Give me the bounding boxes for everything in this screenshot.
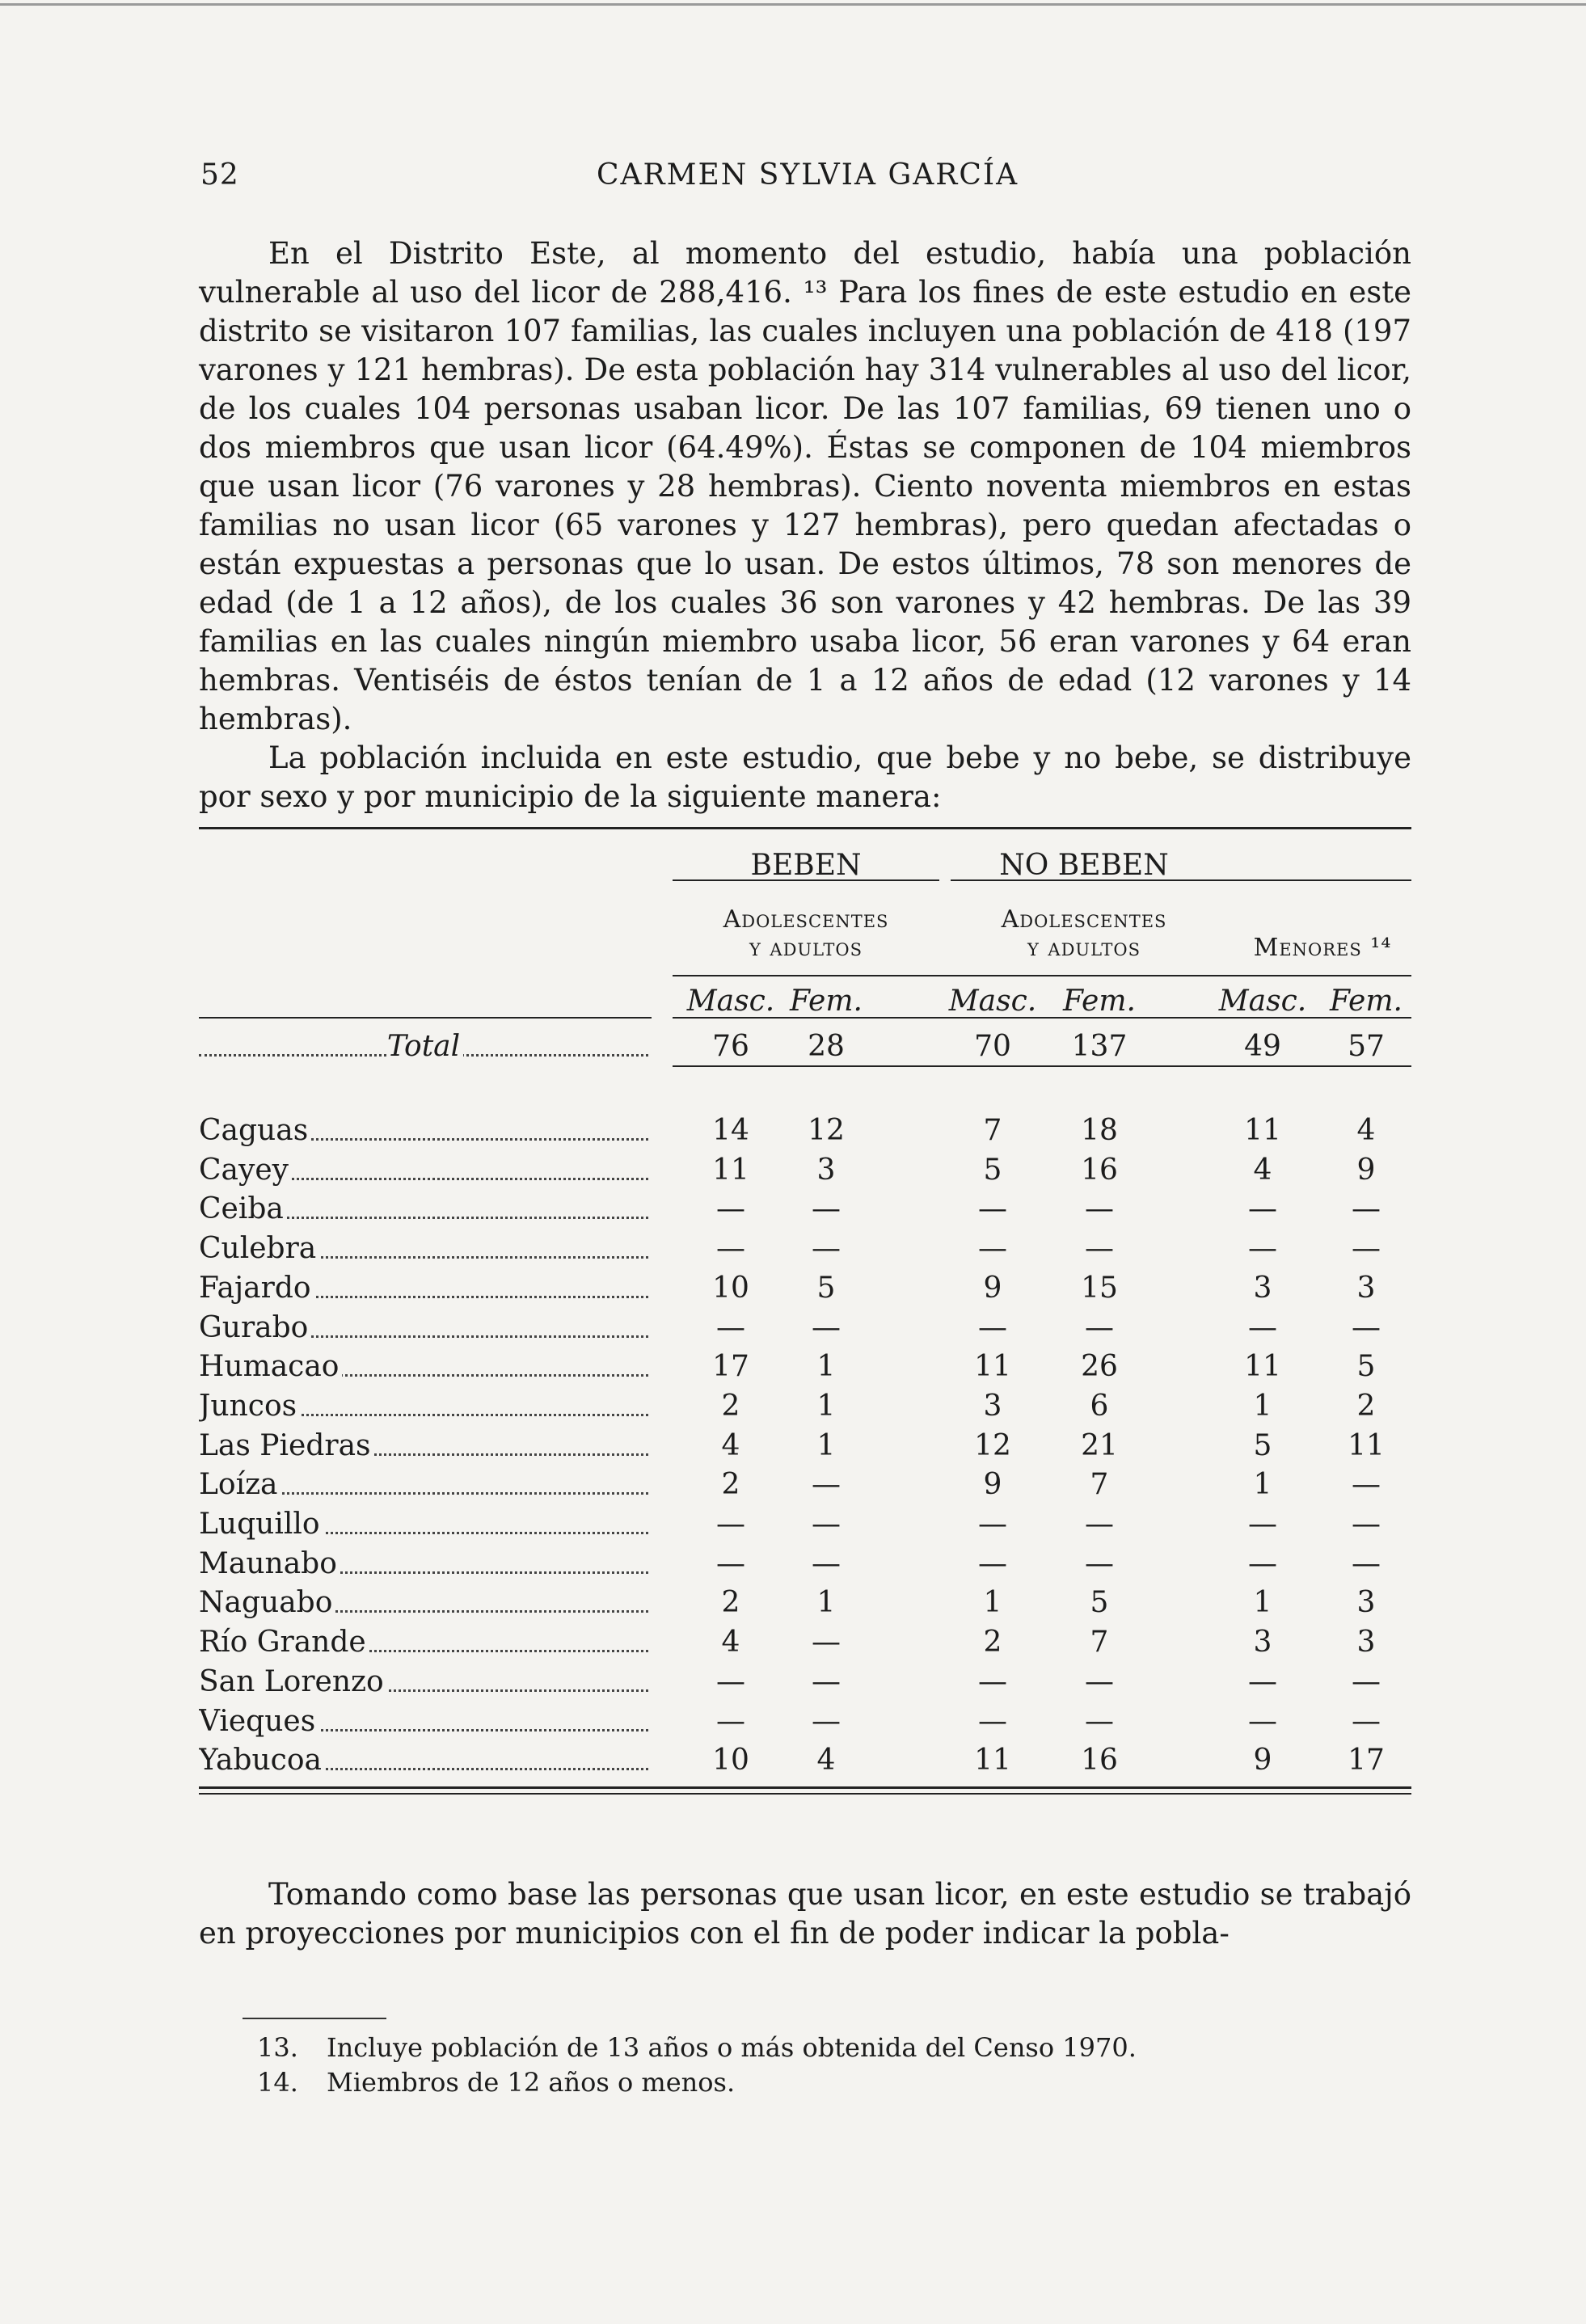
cell: — — [716, 1192, 745, 1226]
cell: 9 — [983, 1468, 1002, 1502]
row-label: Total — [387, 1030, 463, 1063]
col-masc-1: Masc. — [686, 985, 775, 1018]
cell: — — [1352, 1192, 1381, 1226]
cell: 7 — [1090, 1468, 1109, 1502]
cell: — — [1248, 1232, 1277, 1266]
row-label: Humacao — [199, 1350, 342, 1383]
table-row — [199, 1272, 1411, 1310]
cell: 14 — [712, 1114, 749, 1147]
cell: 3 — [983, 1389, 1002, 1423]
cell: 9 — [983, 1271, 1002, 1305]
cell: — — [1248, 1192, 1277, 1226]
cell: 11 — [712, 1153, 749, 1187]
table-row — [199, 1508, 1411, 1546]
cell: 1 — [816, 1350, 836, 1384]
cell: 17 — [1348, 1744, 1385, 1778]
closing-text — [199, 1875, 1411, 1953]
table-top-rule — [199, 827, 1411, 829]
cell: — — [1352, 1664, 1381, 1698]
row-label: Naguabo — [199, 1586, 335, 1619]
table-row — [199, 1154, 1411, 1192]
table-row — [199, 1626, 1411, 1664]
cell: 7 — [1090, 1626, 1109, 1660]
cell: 137 — [1071, 1030, 1128, 1063]
cell: — — [716, 1664, 745, 1698]
col-fem-2: Fem. — [1063, 985, 1136, 1018]
cell: — — [978, 1232, 1007, 1266]
table-row — [199, 1311, 1411, 1350]
table-row — [199, 1705, 1411, 1744]
cell: 3 — [1356, 1626, 1376, 1660]
cell: — — [1085, 1546, 1114, 1580]
cell: — — [812, 1704, 841, 1738]
cell: — — [716, 1508, 745, 1541]
cell: — — [978, 1192, 1007, 1226]
row-label: Luquillo — [199, 1508, 323, 1541]
col-fem-3: Fem. — [1330, 985, 1403, 1018]
cell: 4 — [721, 1626, 740, 1660]
cell: — — [978, 1508, 1007, 1541]
cell: 3 — [1253, 1626, 1272, 1660]
cell: 11 — [974, 1350, 1011, 1384]
cell: 49 — [1244, 1030, 1281, 1063]
cell: — — [1352, 1232, 1381, 1266]
row-label: Yabucoa — [199, 1744, 325, 1777]
cell: — — [978, 1310, 1007, 1344]
cell: 76 — [712, 1030, 749, 1063]
cell: — — [1352, 1310, 1381, 1344]
cell: — — [1248, 1704, 1277, 1738]
cell: 15 — [1081, 1271, 1118, 1305]
cell: 5 — [1090, 1586, 1109, 1620]
cell: — — [978, 1664, 1007, 1698]
population-table — [199, 825, 1411, 1799]
cell: — — [1248, 1310, 1277, 1344]
table-row — [199, 1468, 1411, 1507]
cell: — — [1085, 1704, 1114, 1738]
cell: 1 — [816, 1428, 836, 1462]
cell: — — [1085, 1664, 1114, 1698]
cell: 11 — [1244, 1350, 1281, 1384]
cell: — — [1085, 1232, 1114, 1266]
cell: — — [1248, 1508, 1277, 1541]
cell: 3 — [1356, 1271, 1376, 1305]
header-adolescentes-no-beben: Adolescentes — [1001, 905, 1167, 934]
cell: 11 — [1244, 1114, 1281, 1147]
footnote-rule — [243, 2018, 386, 2019]
subheader-rule — [673, 975, 1411, 976]
table-row — [199, 1350, 1411, 1389]
cell: — — [812, 1626, 841, 1660]
cell: 4 — [816, 1744, 836, 1778]
row-label: San Lorenzo — [199, 1665, 387, 1698]
cell: — — [716, 1310, 745, 1344]
cell: 21 — [1081, 1428, 1118, 1462]
colheader-rule — [199, 1017, 652, 1019]
cell: 3 — [816, 1153, 836, 1187]
table-row — [199, 1665, 1411, 1704]
col-masc-3: Masc. — [1218, 985, 1307, 1018]
table-row — [199, 1586, 1411, 1625]
cell: 5 — [816, 1271, 836, 1305]
scan-top-border — [0, 3, 1586, 6]
row-label: Ceiba — [199, 1192, 287, 1225]
cell: — — [812, 1664, 841, 1698]
page-number: 52 — [200, 158, 239, 192]
cell: 5 — [1253, 1428, 1272, 1462]
header-adolescentes-beben: Adolescentes — [723, 905, 889, 934]
header-no-beben: NO BEBEN — [999, 849, 1169, 882]
cell: — — [812, 1508, 841, 1541]
table-bottom-rule — [199, 1786, 1411, 1789]
cell: 10 — [712, 1271, 749, 1305]
footnotes — [257, 2031, 1137, 2100]
cell: 1 — [1253, 1468, 1272, 1502]
col-fem-1: Fem. — [790, 985, 863, 1018]
cell: 7 — [983, 1114, 1002, 1147]
cell: — — [978, 1546, 1007, 1580]
cell: — — [1085, 1310, 1114, 1344]
cell: — — [812, 1468, 841, 1502]
cell: — — [812, 1232, 841, 1266]
cell: 1 — [1253, 1586, 1272, 1620]
cell: 12 — [974, 1428, 1011, 1462]
table-row — [199, 1232, 1411, 1271]
cell: — — [1352, 1546, 1381, 1580]
cell: 5 — [1356, 1350, 1376, 1384]
row-label: Gurabo — [199, 1311, 311, 1344]
row-label: Río Grande — [199, 1626, 369, 1659]
cell: — — [812, 1546, 841, 1580]
cell: 11 — [1348, 1428, 1385, 1462]
cell: — — [716, 1704, 745, 1738]
table-row-total — [199, 1030, 1411, 1069]
row-label: Cayey — [199, 1154, 292, 1187]
table-row — [199, 1429, 1411, 1468]
cell: 28 — [808, 1030, 845, 1063]
cell: 6 — [1090, 1389, 1109, 1423]
cell: 16 — [1081, 1153, 1118, 1187]
table-row — [199, 1390, 1411, 1428]
col-masc-2: Masc. — [948, 985, 1037, 1018]
table-row — [199, 1744, 1411, 1782]
cell: 10 — [712, 1744, 749, 1778]
row-label: Juncos — [199, 1390, 300, 1423]
cell: — — [1352, 1704, 1381, 1738]
table-bottom-rule-2 — [199, 1793, 1411, 1795]
cell: 4 — [1356, 1114, 1376, 1147]
row-label: Vieques — [199, 1705, 318, 1738]
cell: 12 — [808, 1114, 845, 1147]
row-label: Fajardo — [199, 1272, 314, 1305]
cell: — — [1248, 1546, 1277, 1580]
cell: 1 — [1253, 1389, 1272, 1423]
table-row — [199, 1114, 1411, 1153]
cell: — — [978, 1704, 1007, 1738]
footnote: 14. Miembros de 12 años o menos. — [257, 2067, 736, 2098]
cell: — — [1352, 1508, 1381, 1541]
cell: 1 — [983, 1586, 1002, 1620]
body-text — [199, 234, 1411, 816]
cell: — — [716, 1546, 745, 1580]
cell: 18 — [1081, 1114, 1118, 1147]
paragraph-closing: Tomando como base las personas que usan licor, en este estudio se trabajó en proyecciones por municipios con el fin de poder indicar la pobla- — [199, 1877, 1411, 1951]
row-label: Maunabo — [199, 1547, 340, 1580]
cell: — — [1085, 1192, 1114, 1226]
paragraph-2: La población incluida en este estudio, que bebe y no bebe, se distribuye por sexo y por municipio de la siguiente manera: — [199, 740, 1411, 814]
cell: — — [1248, 1664, 1277, 1698]
cell: 2 — [1356, 1389, 1376, 1423]
header-beben: BEBEN — [750, 849, 862, 882]
cell: 3 — [1356, 1586, 1376, 1620]
cell: 9 — [1356, 1153, 1376, 1187]
cell: 16 — [1081, 1744, 1118, 1778]
paragraph-1: En el Distrito Este, al momento del estudio, había una población vulnerable al uso del licor de 288,416. ¹³ Para los fines de este estudio en este distrito se visitaron 107 familias, las cuales incluyen una población de 418 (197 varones y 121 hembras). De esta población hay 314 vulnerables al uso del licor, de los cuales 104 personas usaban licor. De las 107 familias, 69 tienen uno o dos miembros que usan licor (64.49%). Éstas se componen de 104 miembros que usan licor (76 varones y 28 hembras). Ciento noventa miembros en estas familias no usan licor (65 varones y 127 hembras), pero quedan afectadas o están expuestas a personas que lo usan. De estos últimos, 78 son menores de edad (de 1 a 12 años), de los cuales 36 son varones y 42 hembras. De las 39 familias en las cuales ningún miembro usaba licor, 56 eran varones y 64 eran hembras. Ventiséis de éstos tenían de 1 a 12 años de edad (12 varones y 14 hembras). — [199, 236, 1411, 736]
cell: 1 — [816, 1586, 836, 1620]
cell: 9 — [1253, 1744, 1272, 1778]
cell: 2 — [721, 1586, 740, 1620]
cell: — — [1085, 1508, 1114, 1541]
cell: 11 — [974, 1744, 1011, 1778]
header-adultos-beben: y adultos — [749, 934, 863, 962]
cell: — — [812, 1192, 841, 1226]
header-adultos-no-beben: y adultos — [1027, 934, 1141, 962]
cell: 2 — [983, 1626, 1002, 1660]
cell: 4 — [721, 1428, 740, 1462]
cell: — — [1352, 1468, 1381, 1502]
cell: 2 — [721, 1389, 740, 1423]
row-label: Culebra — [199, 1232, 319, 1265]
cell: 57 — [1348, 1030, 1385, 1063]
header-menores: Menores ¹⁴ — [1253, 934, 1392, 962]
cell: 26 — [1081, 1350, 1118, 1384]
cell: 3 — [1253, 1271, 1272, 1305]
cell: 1 — [816, 1389, 836, 1423]
row-label: Las Piedras — [199, 1429, 374, 1462]
row-label: Caguas — [199, 1114, 311, 1147]
table-row — [199, 1192, 1411, 1231]
table-row — [199, 1547, 1411, 1586]
cell: 17 — [712, 1350, 749, 1384]
footnote: 13. Incluye población de 13 años o más obtenida del Censo 1970. — [257, 2032, 1137, 2063]
cell: — — [812, 1310, 841, 1344]
cell: — — [716, 1232, 745, 1266]
cell: 5 — [983, 1153, 1002, 1187]
running-title: CARMEN SYLVIA GARCÍA — [597, 158, 1019, 192]
row-label: Loíza — [199, 1468, 281, 1501]
cell: 2 — [721, 1468, 740, 1502]
cell: 4 — [1253, 1153, 1272, 1187]
cell: 70 — [974, 1030, 1011, 1063]
